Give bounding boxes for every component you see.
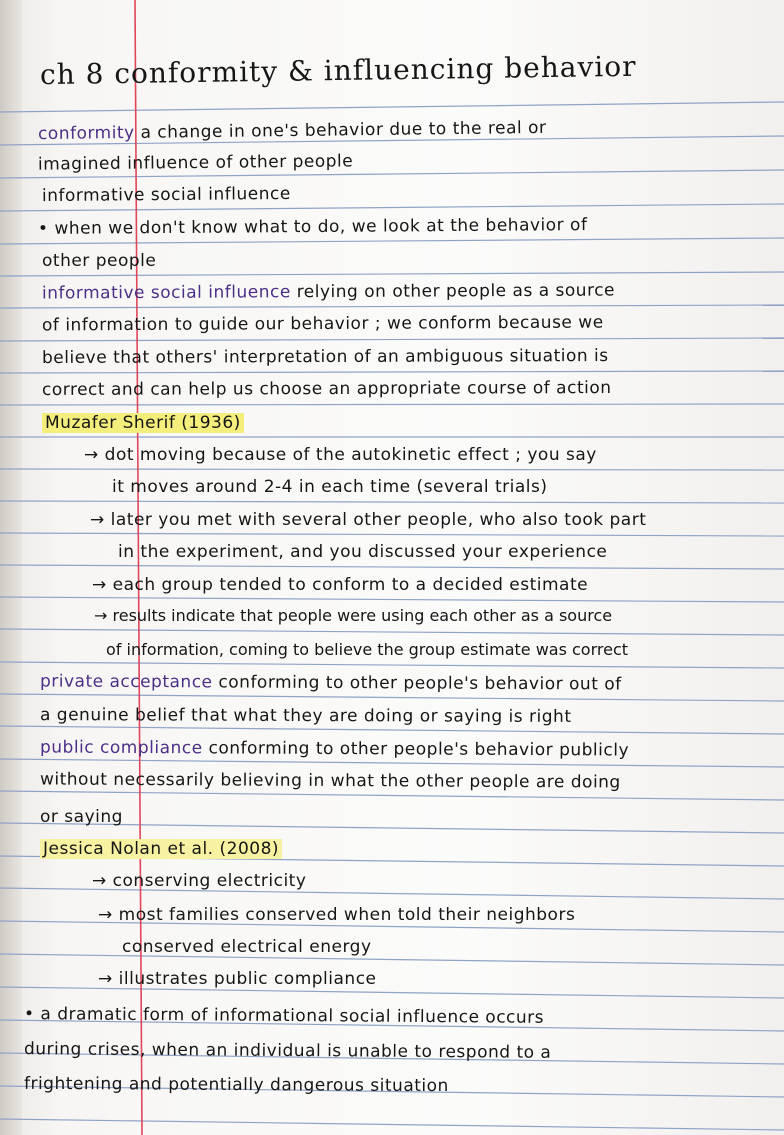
note-line: in the experiment, and you discussed your experience — [118, 542, 608, 562]
page-title: ch 8 conformity & influencing behavior — [39, 49, 637, 92]
rule-line — [0, 629, 784, 635]
note-line: other people — [42, 251, 157, 271]
note-line: during crises, when an individual is unable to respond to a — [23, 1039, 552, 1063]
note-line — [42, 412, 244, 434]
note-line: correct and can help us choose an appropriate course of action — [41, 378, 612, 400]
note-line: → dot moving because of the autokinetic effect ; you say — [84, 445, 597, 465]
note-line: public compliance conforming to other people's behavior publicly — [39, 737, 630, 761]
term-label: informative social influence — [41, 183, 291, 207]
note-line — [42, 183, 291, 207]
rule-line — [0, 469, 784, 470]
note-line: → conserving electricity — [92, 871, 307, 891]
note-line: believe that others' interpretation of an ambiguous situation is — [41, 346, 609, 368]
rule-line — [0, 791, 784, 800]
note-line: → each group tended to conform to a decided estimate — [92, 575, 589, 595]
rule-line — [0, 305, 784, 308]
rule-line — [0, 338, 784, 341]
rule-line — [0, 272, 784, 276]
note-line: → results indicate that people were using each other as a source — [94, 606, 613, 625]
rule-line — [0, 694, 784, 701]
note-line: frightening and potentially dangerous situation — [23, 1073, 449, 1097]
rule-line — [0, 533, 784, 536]
note-line: without necessarily believing in what the other people are doing — [39, 769, 621, 793]
note-line: of information, coming to believe the group estimate was correct — [106, 640, 629, 659]
note-line: → later you met with several other people, who also took part — [90, 510, 647, 530]
rule-line — [0, 1119, 784, 1130]
note-line: → most families conserved when told their neighbors — [98, 905, 576, 925]
note-line: • a dramatic form of informational social influence occurs — [23, 1004, 545, 1028]
rule-line — [0, 565, 784, 569]
note-line: imagined influence of other people — [37, 151, 354, 175]
note-line: • when we don't know what to do, we look at the behavior of — [37, 215, 588, 239]
note-line: a genuine belief that what they are doing or saying is right — [39, 705, 572, 727]
term-label: conformity — [37, 122, 135, 145]
rule-line — [0, 102, 784, 112]
term-label: public compliance — [39, 737, 203, 759]
note-line: informative social influence relying on other people as a source — [41, 280, 616, 304]
note-line: → illustrates public compliance — [98, 969, 377, 989]
rule-line — [0, 662, 784, 668]
note-line: private acceptance conforming to other people's behavior out of — [39, 671, 622, 695]
note-line: or saying — [40, 807, 123, 827]
term-label: private acceptance — [39, 671, 213, 693]
note-line: conserved electrical energy — [122, 937, 372, 957]
highlighted-citation: Muzafer Sherif (1936) — [42, 413, 244, 433]
rule-line — [0, 404, 784, 405]
note-line: of information to guide our behavior ; we conform because we — [41, 312, 604, 336]
note-line: conformity a change in one's behavior due to the real or — [37, 117, 547, 145]
rule-line — [0, 954, 784, 965]
rule-line — [0, 371, 784, 373]
highlighted-citation: Jessica Nolan et al. (2008) — [40, 839, 282, 859]
rule-line — [0, 501, 784, 503]
note-line — [40, 838, 282, 860]
note-line: it moves around 2-4 in each time (several trials) — [112, 477, 548, 497]
rule-line — [0, 597, 784, 602]
term-label: informative social influence — [41, 282, 291, 304]
